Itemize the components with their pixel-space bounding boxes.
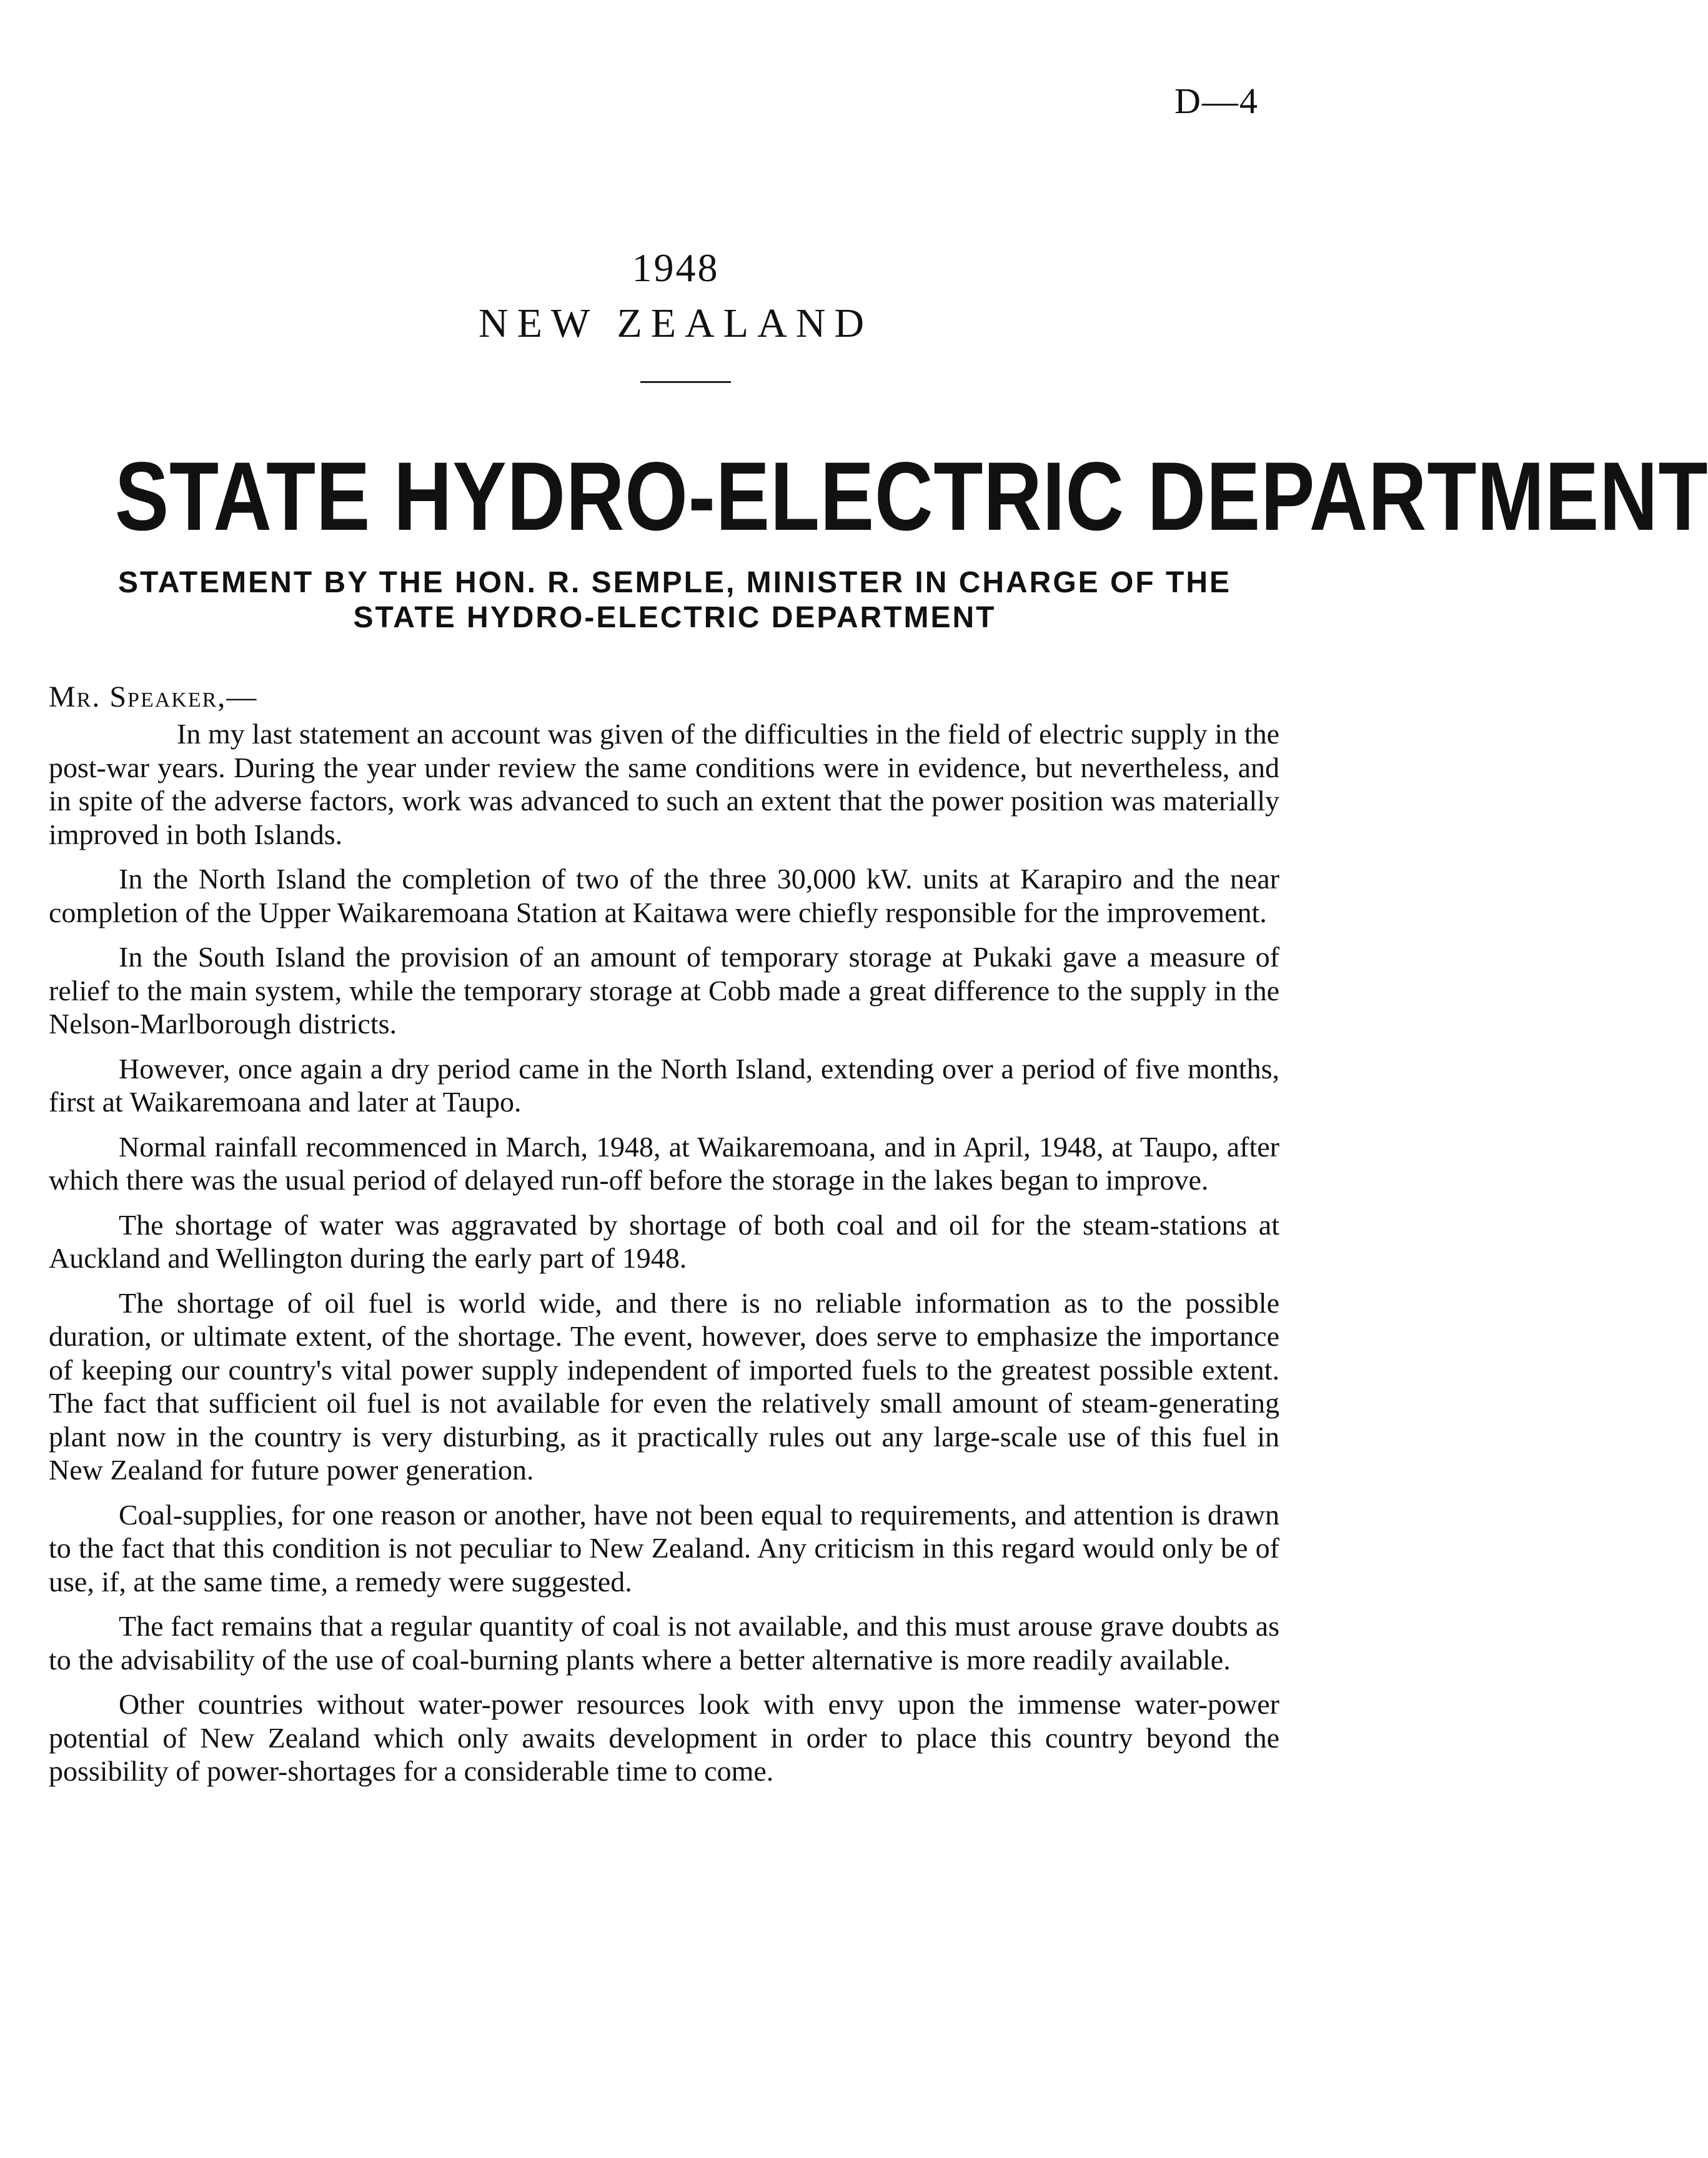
salutation: Mr. Speaker,—	[49, 680, 258, 714]
paragraph: The fact remains that a regular quantity of coal is not available, and this must arouse grave doubts as to the advisability of the use of coal-burning plants where a better alternative is more readily available.	[49, 1610, 1279, 1676]
paragraph: Normal rainfall recommenced in March, 1948, at Waikaremoana, and in April, 1948, at Taupo, after which there was the usual period of delayed run-off before the storage in the lakes began to improve.	[49, 1130, 1279, 1196]
title-divider	[640, 381, 731, 383]
page-reference: D—4	[1174, 81, 1259, 121]
paragraph: Other countries without water-power resources look with envy upon the immense water-power potential of New Zealand which only awaits development in order to place this country beyond the possibility of power-shortages for a considerable time to come.	[49, 1688, 1279, 1787]
page-title: STATE HYDRO-ELECTRIC DEPARTMENT	[114, 442, 1708, 551]
paragraph: The shortage of oil fuel is world wide, and there is no reliable information as to the possible duration, or ultimate extent, of the shortage. The event, however, does serve to emphasize the importance of keeping our country's vital power supply independent of imported fuels to the greatest possible extent. The fact that sufficient oil fuel is not available for even the relatively small amount of steam-generating plant now in the country is very disturbing, as it practically rules out any large-scale use of this fuel in New Zealand for future power generation.	[49, 1286, 1279, 1486]
paragraph: In my last statement an account was given of the difficulties in the field of electric supply in the post-war years. During the year under review the same conditions were in evidence, but nevertheless, and in spite of the adverse factors, work was advanced to such an extent that the power position was materially improved in both Islands.	[49, 718, 1279, 850]
paragraph: The shortage of water was aggravated by shortage of both coal and oil for the steam-stations at Auckland and Wellington during the early part of 1948.	[49, 1208, 1279, 1274]
paragraph: Coal-supplies, for one reason or another, have not been equal to requirements, and attention is drawn to the fact that this condition is not peculiar to New Zealand. Any criticism in this regard would only be of use, if, at the same time, a remedy were suggested.	[49, 1498, 1279, 1598]
paragraph: In the North Island the completion of two of the three 30,000 kW. units at Karapiro and the near completion of the Upper Waikaremoana Station at Kaitawa were chiefly responsible for the improvement.	[49, 863, 1279, 928]
document-country: NEW ZEALAND	[478, 301, 873, 346]
statement-heading: STATEMENT BY THE HON. R. SEMPLE, MINISTER IN CHARGE OF THE STATE HYDRO-ELECTRIC DEPARTMENT	[117, 566, 1232, 634]
paragraph: However, once again a dry period came in the North Island, extending over a period of five months, first at Waikaremoana and later at Taupo.	[49, 1052, 1279, 1118]
document-year: 1948	[632, 246, 720, 290]
statement-body	[49, 717, 1279, 1799]
paragraph: In the South Island the provision of an amount of temporary storage at Pukaki gave a measure of relief to the main system, while the temporary storage at Cobb made a great difference to the supply in the Nelson-Marlborough districts.	[49, 941, 1279, 1040]
